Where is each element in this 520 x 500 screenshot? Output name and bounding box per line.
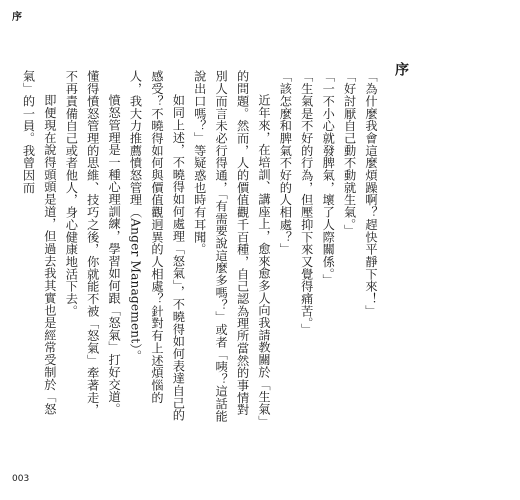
chapter-title: 序 (393, 62, 409, 78)
quote-line: 「生氣是不好的行為，但壓抑下來又覺得痛苦。」 (299, 70, 314, 336)
paragraph: 憤怒管理是一種心理訓練，學習如何跟「怒氣」打好交道。懂得憤怒管理的思維、技巧之後，你就能不被「怒氣」牽著走，不再責備自己或者他人，身心健康地活下去。 (64, 70, 122, 416)
paragraph: 即便現在說得頭頭是道，但過去我其實也是經常受制於「怒氣」的一員。我曾因而 (21, 70, 57, 416)
running-head: 序 (12, 12, 22, 23)
quote-line: 「該怎麼和脾氣不好的人相處？」 (278, 70, 293, 256)
quote-line: 「為什麼我會這麼煩躁啊？趕快平靜下來！」 (364, 70, 378, 317)
paragraph: 如同上述，不曉得如何處理「怒氣」，不曉得如何表達自己的感受？不曉得如何與價值觀迥異的人相處？針對有上述煩惱的人，我大力推薦憤怒管理（Anger Management）。 (128, 70, 186, 422)
quote-line: 「一不小心就發脾氣，壞了人際關係。」 (321, 70, 336, 287)
quote-line: 「好討厭自己動不動就生氣。」 (342, 70, 357, 237)
body-text (21, 70, 381, 425)
paragraph: 近年來，在培訓、講座上，愈來愈多人向我請教關於「生氣」的問題。然而，人的價值觀千百種，自己認為理所當然的事情對別人而言未必行得通，「有需要說這麼多嗎？」或者「咦？這話能說出口嗎？」等疑惑也時有耳聞。 (192, 70, 271, 423)
page-number: 003 (12, 474, 30, 484)
